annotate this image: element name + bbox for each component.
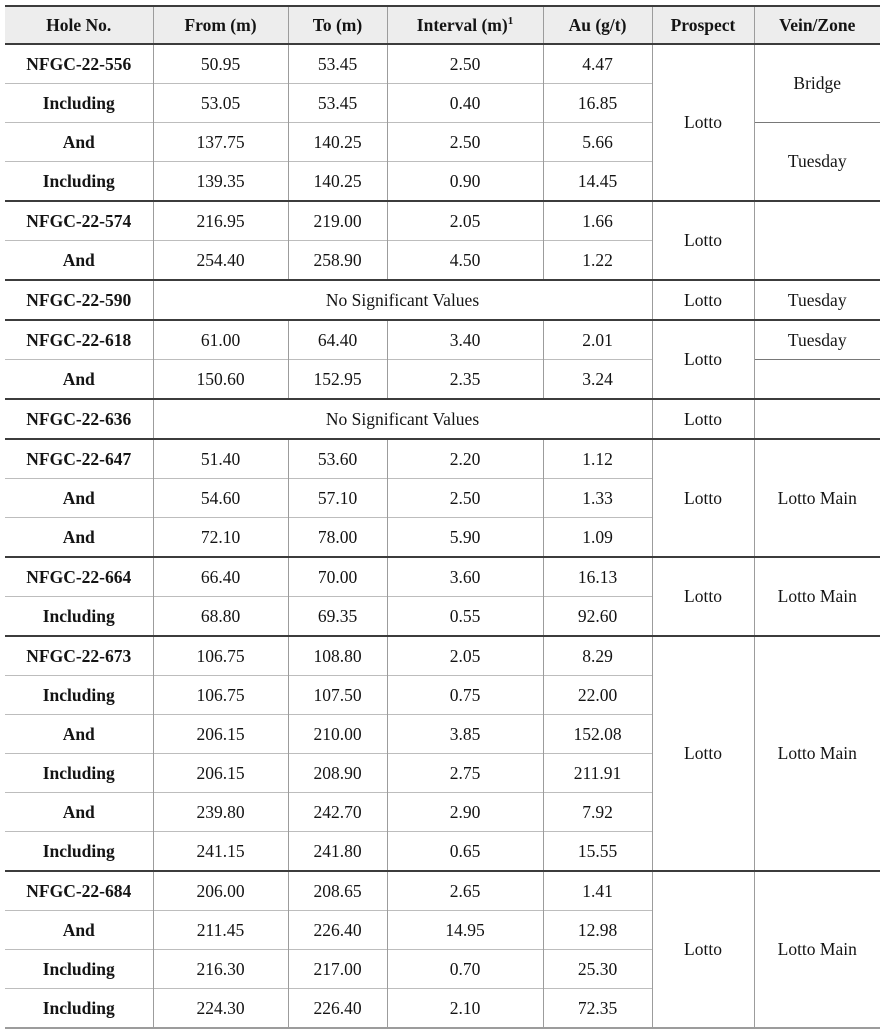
cell-from: 206.15 xyxy=(153,715,288,754)
cell-hole-no: Including xyxy=(5,754,153,793)
cell-hole-no: Including xyxy=(5,676,153,715)
cell-prospect: Lotto xyxy=(652,636,754,871)
cell-interval: 0.70 xyxy=(387,950,543,989)
cell-from: 66.40 xyxy=(153,557,288,597)
cell-from: 254.40 xyxy=(153,241,288,281)
cell-to: 107.50 xyxy=(288,676,387,715)
cell-to: 242.70 xyxy=(288,793,387,832)
table-row xyxy=(5,399,880,439)
cell-interval: 14.95 xyxy=(387,911,543,950)
cell-au: 7.92 xyxy=(543,793,652,832)
cell-au: 1.22 xyxy=(543,241,652,281)
cell-au: 1.09 xyxy=(543,518,652,558)
cell-prospect: Lotto xyxy=(652,280,754,320)
cell-interval: 3.85 xyxy=(387,715,543,754)
cell-from: 61.00 xyxy=(153,320,288,360)
cell-to: 78.00 xyxy=(288,518,387,558)
cell-vein-zone: Lotto Main xyxy=(754,557,880,636)
cell-to: 53.45 xyxy=(288,84,387,123)
cell-interval: 2.05 xyxy=(387,636,543,676)
cell-vein-zone: Lotto Main xyxy=(754,871,880,1028)
cell-to: 208.65 xyxy=(288,871,387,911)
cell-to: 226.40 xyxy=(288,989,387,1029)
cell-au: 22.00 xyxy=(543,676,652,715)
cell-no-significant-values: No Significant Values xyxy=(153,280,652,320)
cell-au: 12.98 xyxy=(543,911,652,950)
cell-au: 1.12 xyxy=(543,439,652,479)
cell-hole-no: NFGC-22-618 xyxy=(5,320,153,360)
cell-interval: 0.90 xyxy=(387,162,543,202)
cell-to: 53.45 xyxy=(288,44,387,84)
cell-interval: 2.10 xyxy=(387,989,543,1029)
cell-vein-zone: Lotto Main xyxy=(754,439,880,557)
cell-from: 211.45 xyxy=(153,911,288,950)
cell-from: 54.60 xyxy=(153,479,288,518)
col-header-from: From (m) xyxy=(153,6,288,44)
cell-to: 57.10 xyxy=(288,479,387,518)
cell-hole-no: And xyxy=(5,360,153,400)
cell-interval: 2.05 xyxy=(387,201,543,241)
cell-to: 217.00 xyxy=(288,950,387,989)
cell-au: 1.41 xyxy=(543,871,652,911)
cell-vein-zone xyxy=(754,201,880,280)
cell-interval: 4.50 xyxy=(387,241,543,281)
table-row xyxy=(5,557,880,597)
cell-to: 108.80 xyxy=(288,636,387,676)
cell-interval: 2.65 xyxy=(387,871,543,911)
cell-from: 239.80 xyxy=(153,793,288,832)
cell-vein-zone: Tuesday xyxy=(754,280,880,320)
cell-to: 53.60 xyxy=(288,439,387,479)
table-row xyxy=(5,636,880,676)
cell-hole-no: Including xyxy=(5,832,153,872)
cell-interval: 3.60 xyxy=(387,557,543,597)
cell-from: 241.15 xyxy=(153,832,288,872)
cell-au: 16.85 xyxy=(543,84,652,123)
cell-au: 211.91 xyxy=(543,754,652,793)
cell-hole-no: NFGC-22-664 xyxy=(5,557,153,597)
cell-to: 70.00 xyxy=(288,557,387,597)
interval-footnote-marker: 1 xyxy=(507,14,514,27)
col-header-hole-no: Hole No. xyxy=(5,6,153,44)
cell-hole-no: NFGC-22-684 xyxy=(5,871,153,911)
cell-au: 1.66 xyxy=(543,201,652,241)
cell-interval: 0.55 xyxy=(387,597,543,637)
cell-prospect: Lotto xyxy=(652,399,754,439)
cell-interval: 0.75 xyxy=(387,676,543,715)
cell-interval: 2.35 xyxy=(387,360,543,400)
cell-no-significant-values: No Significant Values xyxy=(153,399,652,439)
cell-prospect: Lotto xyxy=(652,557,754,636)
table-row xyxy=(5,201,880,241)
cell-from: 106.75 xyxy=(153,676,288,715)
cell-hole-no: And xyxy=(5,793,153,832)
cell-interval: 2.50 xyxy=(387,44,543,84)
cell-hole-no: And xyxy=(5,911,153,950)
cell-hole-no: And xyxy=(5,715,153,754)
cell-au: 8.29 xyxy=(543,636,652,676)
col-header-interval-label: Interval (m) xyxy=(416,14,508,35)
table-row xyxy=(5,439,880,479)
cell-vein-zone: Lotto Main xyxy=(754,636,880,871)
cell-au: 5.66 xyxy=(543,123,652,162)
cell-to: 140.25 xyxy=(288,162,387,202)
col-header-interval xyxy=(387,6,543,44)
cell-interval: 5.90 xyxy=(387,518,543,558)
cell-hole-no: Including xyxy=(5,989,153,1029)
drill-results-table xyxy=(5,5,880,1029)
cell-au: 1.33 xyxy=(543,479,652,518)
cell-au: 152.08 xyxy=(543,715,652,754)
cell-to: 69.35 xyxy=(288,597,387,637)
cell-to: 140.25 xyxy=(288,123,387,162)
cell-from: 53.05 xyxy=(153,84,288,123)
cell-hole-no: Including xyxy=(5,950,153,989)
col-header-vein-zone: Vein/Zone xyxy=(754,6,880,44)
cell-au: 16.13 xyxy=(543,557,652,597)
col-header-au: Au (g/t) xyxy=(543,6,652,44)
table-row xyxy=(5,44,880,84)
cell-from: 51.40 xyxy=(153,439,288,479)
cell-interval: 2.90 xyxy=(387,793,543,832)
cell-to: 152.95 xyxy=(288,360,387,400)
cell-to: 226.40 xyxy=(288,911,387,950)
cell-from: 72.10 xyxy=(153,518,288,558)
table-row xyxy=(5,280,880,320)
table-row xyxy=(5,320,880,360)
cell-au: 92.60 xyxy=(543,597,652,637)
cell-au: 3.24 xyxy=(543,360,652,400)
cell-from: 150.60 xyxy=(153,360,288,400)
cell-prospect: Lotto xyxy=(652,320,754,399)
cell-from: 206.15 xyxy=(153,754,288,793)
cell-from: 139.35 xyxy=(153,162,288,202)
cell-interval: 2.20 xyxy=(387,439,543,479)
table-row xyxy=(5,871,880,911)
cell-au: 25.30 xyxy=(543,950,652,989)
cell-to: 64.40 xyxy=(288,320,387,360)
cell-prospect: Lotto xyxy=(652,44,754,201)
cell-interval: 2.50 xyxy=(387,123,543,162)
cell-interval: 2.75 xyxy=(387,754,543,793)
cell-au: 14.45 xyxy=(543,162,652,202)
header-row xyxy=(5,6,880,44)
cell-to: 241.80 xyxy=(288,832,387,872)
cell-to: 208.90 xyxy=(288,754,387,793)
cell-interval: 2.50 xyxy=(387,479,543,518)
cell-au: 15.55 xyxy=(543,832,652,872)
cell-hole-no: NFGC-22-636 xyxy=(5,399,153,439)
cell-vein-zone: Tuesday xyxy=(754,320,880,360)
cell-from: 216.95 xyxy=(153,201,288,241)
cell-hole-no: Including xyxy=(5,162,153,202)
cell-prospect: Lotto xyxy=(652,439,754,557)
cell-to: 258.90 xyxy=(288,241,387,281)
cell-hole-no: And xyxy=(5,479,153,518)
cell-prospect: Lotto xyxy=(652,201,754,280)
cell-hole-no: Including xyxy=(5,84,153,123)
cell-au: 4.47 xyxy=(543,44,652,84)
cell-to: 219.00 xyxy=(288,201,387,241)
cell-hole-no: NFGC-22-574 xyxy=(5,201,153,241)
cell-vein-zone: Tuesday xyxy=(754,123,880,202)
cell-prospect: Lotto xyxy=(652,871,754,1028)
cell-hole-no: NFGC-22-556 xyxy=(5,44,153,84)
cell-hole-no: NFGC-22-590 xyxy=(5,280,153,320)
cell-interval: 0.40 xyxy=(387,84,543,123)
cell-hole-no: NFGC-22-673 xyxy=(5,636,153,676)
cell-au: 2.01 xyxy=(543,320,652,360)
cell-interval: 0.65 xyxy=(387,832,543,872)
col-header-prospect: Prospect xyxy=(652,6,754,44)
cell-from: 106.75 xyxy=(153,636,288,676)
cell-from: 216.30 xyxy=(153,950,288,989)
cell-from: 224.30 xyxy=(153,989,288,1029)
cell-vein-zone: Bridge xyxy=(754,44,880,123)
cell-from: 50.95 xyxy=(153,44,288,84)
col-header-to: To (m) xyxy=(288,6,387,44)
cell-hole-no: NFGC-22-647 xyxy=(5,439,153,479)
cell-hole-no: And xyxy=(5,518,153,558)
cell-hole-no: And xyxy=(5,241,153,281)
cell-from: 137.75 xyxy=(153,123,288,162)
cell-to: 210.00 xyxy=(288,715,387,754)
cell-au: 72.35 xyxy=(543,989,652,1029)
cell-hole-no: Including xyxy=(5,597,153,637)
cell-hole-no: And xyxy=(5,123,153,162)
cell-from: 206.00 xyxy=(153,871,288,911)
cell-vein-zone xyxy=(754,399,880,439)
cell-interval: 3.40 xyxy=(387,320,543,360)
cell-vein-zone xyxy=(754,360,880,400)
cell-from: 68.80 xyxy=(153,597,288,637)
